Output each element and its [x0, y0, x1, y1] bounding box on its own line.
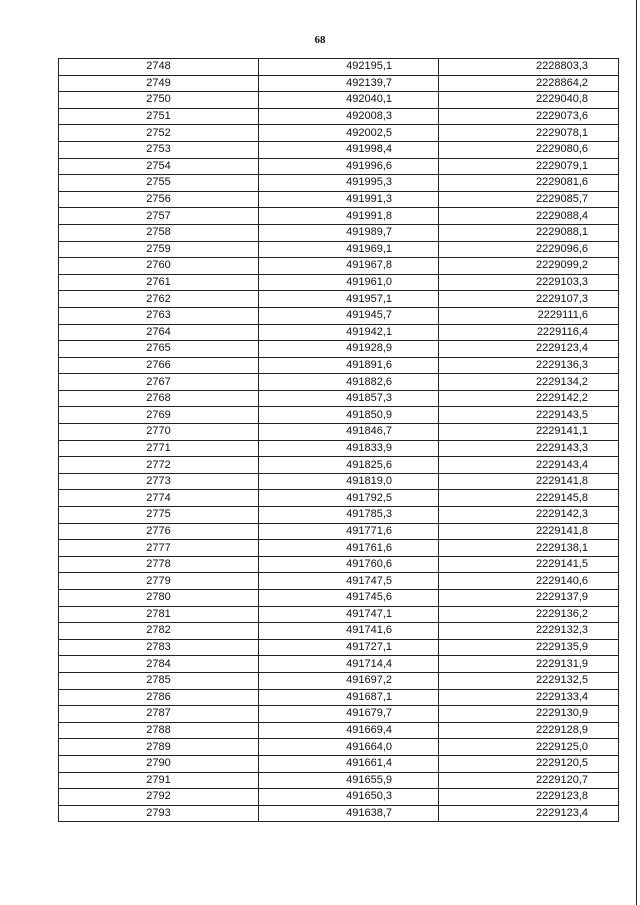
- x-coordinate-cell: 492002,5: [259, 125, 439, 142]
- y-coordinate-cell: 2229131,9: [439, 656, 619, 673]
- table-row: [59, 722, 619, 739]
- point-number-cell: 2776: [59, 523, 259, 540]
- point-number-cell: 2752: [59, 125, 259, 142]
- x-coordinate-cell: 491846,7: [259, 424, 439, 441]
- table-row: [59, 424, 619, 441]
- y-coordinate-cell: 2229123,4: [439, 341, 619, 358]
- y-coordinate-cell: 2229123,4: [439, 805, 619, 822]
- page-edge-line: [636, 0, 637, 905]
- x-coordinate-cell: 492008,3: [259, 108, 439, 125]
- table-row: [59, 623, 619, 640]
- point-number-cell: 2773: [59, 473, 259, 490]
- coordinates-table-body: [59, 59, 619, 822]
- y-coordinate-cell: 2229103,3: [439, 274, 619, 291]
- x-coordinate-cell: 491989,7: [259, 224, 439, 241]
- y-coordinate-cell: 2229088,4: [439, 208, 619, 225]
- point-number-cell: 2750: [59, 92, 259, 109]
- point-number-cell: 2757: [59, 208, 259, 225]
- table-row: [59, 789, 619, 806]
- point-number-cell: 2780: [59, 590, 259, 607]
- point-number-cell: 2790: [59, 755, 259, 772]
- point-number-cell: 2748: [59, 59, 259, 76]
- point-number-cell: 2783: [59, 639, 259, 656]
- table-row: [59, 473, 619, 490]
- x-coordinate-cell: 491669,4: [259, 722, 439, 739]
- point-number-cell: 2755: [59, 175, 259, 192]
- y-coordinate-cell: 2229143,5: [439, 407, 619, 424]
- table-row: [59, 307, 619, 324]
- table-row: [59, 689, 619, 706]
- table-row: [59, 224, 619, 241]
- x-coordinate-cell: 491928,9: [259, 341, 439, 358]
- page-number: 68: [314, 34, 326, 46]
- x-coordinate-cell: 491747,5: [259, 573, 439, 590]
- table-row: [59, 606, 619, 623]
- x-coordinate-cell: 491661,4: [259, 755, 439, 772]
- point-number-cell: 2767: [59, 374, 259, 391]
- point-number-cell: 2789: [59, 739, 259, 756]
- y-coordinate-cell: 2229132,3: [439, 623, 619, 640]
- point-number-cell: 2791: [59, 772, 259, 789]
- x-coordinate-cell: 491697,2: [259, 672, 439, 689]
- table-row: [59, 639, 619, 656]
- x-coordinate-cell: 491638,7: [259, 805, 439, 822]
- y-coordinate-cell: 2229088,1: [439, 224, 619, 241]
- point-number-cell: 2782: [59, 623, 259, 640]
- table-row: [59, 706, 619, 723]
- point-number-cell: 2766: [59, 357, 259, 374]
- y-coordinate-cell: 2229125,0: [439, 739, 619, 756]
- x-coordinate-cell: 491857,3: [259, 390, 439, 407]
- y-coordinate-cell: 2229085,7: [439, 191, 619, 208]
- y-coordinate-cell: 2229111,6: [439, 307, 619, 324]
- point-number-cell: 2772: [59, 457, 259, 474]
- x-coordinate-cell: 491785,3: [259, 507, 439, 524]
- x-coordinate-cell: 492040,1: [259, 92, 439, 109]
- x-coordinate-cell: 491891,6: [259, 357, 439, 374]
- point-number-cell: 2769: [59, 407, 259, 424]
- y-coordinate-cell: 2229142,3: [439, 507, 619, 524]
- table-row: [59, 59, 619, 76]
- x-coordinate-cell: 492195,1: [259, 59, 439, 76]
- x-coordinate-cell: 491961,0: [259, 274, 439, 291]
- table-row: [59, 291, 619, 308]
- y-coordinate-cell: 2229132,5: [439, 672, 619, 689]
- point-number-cell: 2749: [59, 75, 259, 92]
- y-coordinate-cell: 2229141,8: [439, 523, 619, 540]
- point-number-cell: 2754: [59, 158, 259, 175]
- x-coordinate-cell: 491745,6: [259, 590, 439, 607]
- table-row: [59, 440, 619, 457]
- table-row: [59, 108, 619, 125]
- point-number-cell: 2781: [59, 606, 259, 623]
- x-coordinate-cell: 491825,6: [259, 457, 439, 474]
- table-row: [59, 407, 619, 424]
- y-coordinate-cell: 2229116,4: [439, 324, 619, 341]
- y-coordinate-cell: 2229143,4: [439, 457, 619, 474]
- y-coordinate-cell: 2229123,8: [439, 789, 619, 806]
- x-coordinate-cell: 491650,3: [259, 789, 439, 806]
- x-coordinate-cell: 491957,1: [259, 291, 439, 308]
- table-row: [59, 523, 619, 540]
- y-coordinate-cell: 2229080,6: [439, 141, 619, 158]
- x-coordinate-cell: 491679,7: [259, 706, 439, 723]
- point-number-cell: 2777: [59, 540, 259, 557]
- table-row: [59, 457, 619, 474]
- table-row: [59, 75, 619, 92]
- x-coordinate-cell: 491945,7: [259, 307, 439, 324]
- table-row: [59, 672, 619, 689]
- x-coordinate-cell: 491664,0: [259, 739, 439, 756]
- x-coordinate-cell: 491942,1: [259, 324, 439, 341]
- table-row: [59, 324, 619, 341]
- point-number-cell: 2792: [59, 789, 259, 806]
- y-coordinate-cell: 2229143,3: [439, 440, 619, 457]
- y-coordinate-cell: 2229135,9: [439, 639, 619, 656]
- point-number-cell: 2784: [59, 656, 259, 673]
- y-coordinate-cell: 2229136,2: [439, 606, 619, 623]
- point-number-cell: 2759: [59, 241, 259, 258]
- y-coordinate-cell: 2228803,3: [439, 59, 619, 76]
- point-number-cell: 2761: [59, 274, 259, 291]
- table-row: [59, 507, 619, 524]
- table-row: [59, 141, 619, 158]
- y-coordinate-cell: 2229133,4: [439, 689, 619, 706]
- point-number-cell: 2787: [59, 706, 259, 723]
- x-coordinate-cell: 491761,6: [259, 540, 439, 557]
- x-coordinate-cell: 491850,9: [259, 407, 439, 424]
- table-row: [59, 374, 619, 391]
- table-row: [59, 357, 619, 374]
- point-number-cell: 2756: [59, 191, 259, 208]
- table-row: [59, 125, 619, 142]
- point-number-cell: 2778: [59, 556, 259, 573]
- y-coordinate-cell: 2229130,9: [439, 706, 619, 723]
- x-coordinate-cell: 491687,1: [259, 689, 439, 706]
- x-coordinate-cell: 491833,9: [259, 440, 439, 457]
- point-number-cell: 2763: [59, 307, 259, 324]
- table-row: [59, 590, 619, 607]
- x-coordinate-cell: 491969,1: [259, 241, 439, 258]
- x-coordinate-cell: 491771,6: [259, 523, 439, 540]
- table-row: [59, 573, 619, 590]
- x-coordinate-cell: 491727,1: [259, 639, 439, 656]
- y-coordinate-cell: 2229107,3: [439, 291, 619, 308]
- table-row: [59, 755, 619, 772]
- y-coordinate-cell: 2229073,6: [439, 108, 619, 125]
- y-coordinate-cell: 2229141,5: [439, 556, 619, 573]
- table-row: [59, 341, 619, 358]
- point-number-cell: 2764: [59, 324, 259, 341]
- y-coordinate-cell: 2229079,1: [439, 158, 619, 175]
- table-row: [59, 490, 619, 507]
- x-coordinate-cell: 491747,1: [259, 606, 439, 623]
- table-row: [59, 191, 619, 208]
- x-coordinate-cell: 491991,3: [259, 191, 439, 208]
- table-row: [59, 739, 619, 756]
- table-row: [59, 258, 619, 275]
- point-number-cell: 2753: [59, 141, 259, 158]
- x-coordinate-cell: 491714,4: [259, 656, 439, 673]
- point-number-cell: 2786: [59, 689, 259, 706]
- table-row: [59, 772, 619, 789]
- point-number-cell: 2751: [59, 108, 259, 125]
- y-coordinate-cell: 2229081,6: [439, 175, 619, 192]
- x-coordinate-cell: 491819,0: [259, 473, 439, 490]
- coordinates-table: [58, 58, 619, 822]
- point-number-cell: 2779: [59, 573, 259, 590]
- y-coordinate-cell: 2229134,2: [439, 374, 619, 391]
- y-coordinate-cell: 2229141,1: [439, 424, 619, 441]
- x-coordinate-cell: 491995,3: [259, 175, 439, 192]
- point-number-cell: 2770: [59, 424, 259, 441]
- x-coordinate-cell: 491991,8: [259, 208, 439, 225]
- y-coordinate-cell: 2229145,8: [439, 490, 619, 507]
- point-number-cell: 2762: [59, 291, 259, 308]
- y-coordinate-cell: 2229096,6: [439, 241, 619, 258]
- x-coordinate-cell: 491996,6: [259, 158, 439, 175]
- point-number-cell: 2774: [59, 490, 259, 507]
- table-row: [59, 158, 619, 175]
- x-coordinate-cell: 491741,6: [259, 623, 439, 640]
- table-row: [59, 540, 619, 557]
- y-coordinate-cell: 2229078,1: [439, 125, 619, 142]
- x-coordinate-cell: 491655,9: [259, 772, 439, 789]
- table-row: [59, 390, 619, 407]
- y-coordinate-cell: 2229099,2: [439, 258, 619, 275]
- table-row: [59, 92, 619, 109]
- point-number-cell: 2760: [59, 258, 259, 275]
- y-coordinate-cell: 2229142,2: [439, 390, 619, 407]
- table-row: [59, 805, 619, 822]
- y-coordinate-cell: 2229128,9: [439, 722, 619, 739]
- y-coordinate-cell: 2229138,1: [439, 540, 619, 557]
- table-row: [59, 556, 619, 573]
- x-coordinate-cell: 491760,6: [259, 556, 439, 573]
- y-coordinate-cell: 2229120,5: [439, 755, 619, 772]
- y-coordinate-cell: 2229137,9: [439, 590, 619, 607]
- point-number-cell: 2768: [59, 390, 259, 407]
- point-number-cell: 2775: [59, 507, 259, 524]
- point-number-cell: 2758: [59, 224, 259, 241]
- point-number-cell: 2793: [59, 805, 259, 822]
- table-row: [59, 208, 619, 225]
- x-coordinate-cell: 491998,4: [259, 141, 439, 158]
- x-coordinate-cell: 492139,7: [259, 75, 439, 92]
- point-number-cell: 2765: [59, 341, 259, 358]
- table-row: [59, 656, 619, 673]
- y-coordinate-cell: 2229141,8: [439, 473, 619, 490]
- x-coordinate-cell: 491792,5: [259, 490, 439, 507]
- x-coordinate-cell: 491967,8: [259, 258, 439, 275]
- point-number-cell: 2788: [59, 722, 259, 739]
- table-row: [59, 274, 619, 291]
- y-coordinate-cell: 2229120,7: [439, 772, 619, 789]
- table-row: [59, 175, 619, 192]
- x-coordinate-cell: 491882,6: [259, 374, 439, 391]
- point-number-cell: 2785: [59, 672, 259, 689]
- table-row: [59, 241, 619, 258]
- y-coordinate-cell: 2229140,6: [439, 573, 619, 590]
- y-coordinate-cell: 2229040,8: [439, 92, 619, 109]
- point-number-cell: 2771: [59, 440, 259, 457]
- y-coordinate-cell: 2229136,3: [439, 357, 619, 374]
- y-coordinate-cell: 2228864,2: [439, 75, 619, 92]
